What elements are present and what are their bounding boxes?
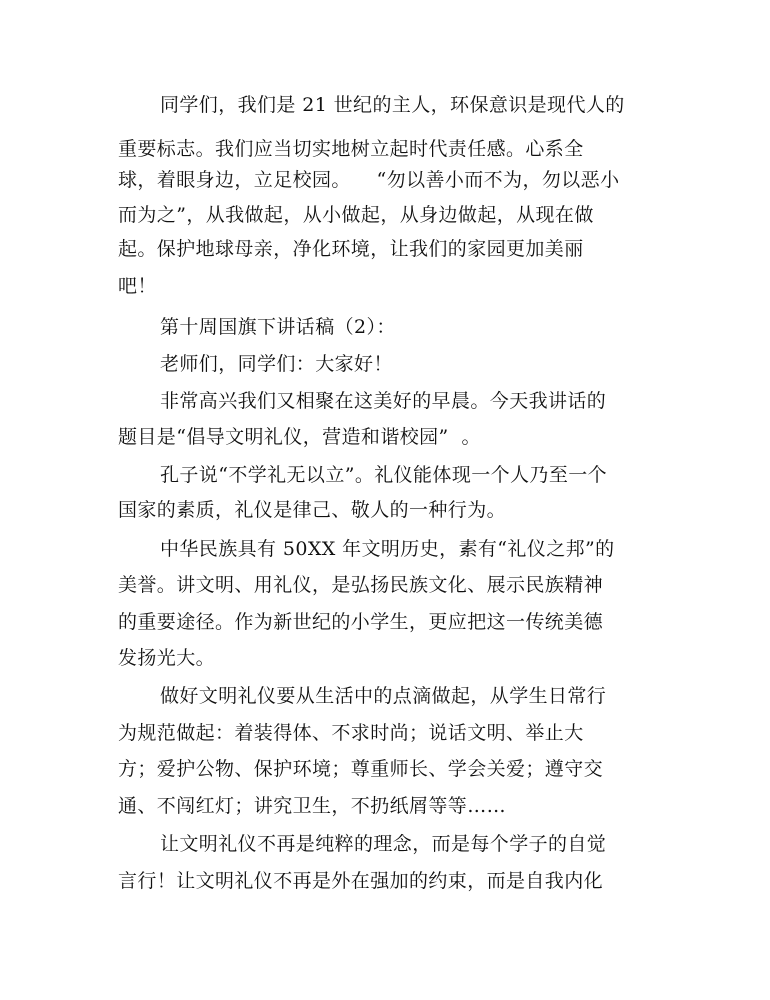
text-line: 非常高兴我们又相聚在这美好的早晨。今天我讲话的 (160, 390, 607, 412)
text-line: 的重要途径。作为新世纪的小学生，更应把这一传统美德 (118, 611, 604, 633)
text-line: 球，着眼身边，立足校园。 “勿以善小而不为，勿以恶小 (118, 169, 620, 191)
text-line: 让文明礼仪不再是纯粹的理念，而是每个学子的自觉 (160, 833, 607, 855)
text-line: 通、不闯红灯；讲究卫生，不扔纸屑等等…… (118, 795, 507, 817)
text-line: 美誉。讲文明、用礼仪，是弘扬民族文化、展示民族精神 (118, 574, 604, 596)
section-heading: 第十周国旗下讲话稿（2）： (160, 316, 396, 338)
text-line: 吧！ (118, 275, 157, 297)
text-line: 中华民族具有 50XX 年文明历史，素有“礼仪之邦”的 (160, 538, 615, 560)
text-line: 言行！让文明礼仪不再是外在强加的约束，而是自我内化 (118, 870, 604, 892)
text-line: 做好文明礼仪要从生活中的点滴做起，从学生日常行 (160, 685, 607, 707)
text-line: 孔子说“不学礼无以立”。礼仪能体现一个人乃至一个 (160, 464, 608, 486)
text-line: 重要标志。我们应当切实地树立起时代责任感。心系全 (118, 138, 584, 160)
text-line: 发扬光大。 (118, 647, 216, 669)
text-line: 而为之”，从我做起，从小做起，从身边做起，从现在做 (118, 204, 594, 226)
text-line: 为规范做起：着装得体、不求时尚；说话文明、举止大 (118, 722, 584, 744)
text-line: 国家的素质，礼仪是律己、敬人的一种行为。 (118, 499, 507, 521)
greeting-line: 老师们，同学们：大家好！ (160, 353, 393, 375)
text-line: 同学们，我们是 21 世纪的主人，环保意识是现代人的 (160, 94, 625, 116)
text-line: 题目是“倡导文明礼仪，营造和谐校园” 。 (118, 426, 481, 448)
text-line: 方；爱护公物、保护环境；尊重师长、学会关爱；遵守交 (118, 758, 604, 780)
text-line: 起。保护地球母亲，净化环境，让我们的家园更加美丽 (118, 238, 584, 260)
